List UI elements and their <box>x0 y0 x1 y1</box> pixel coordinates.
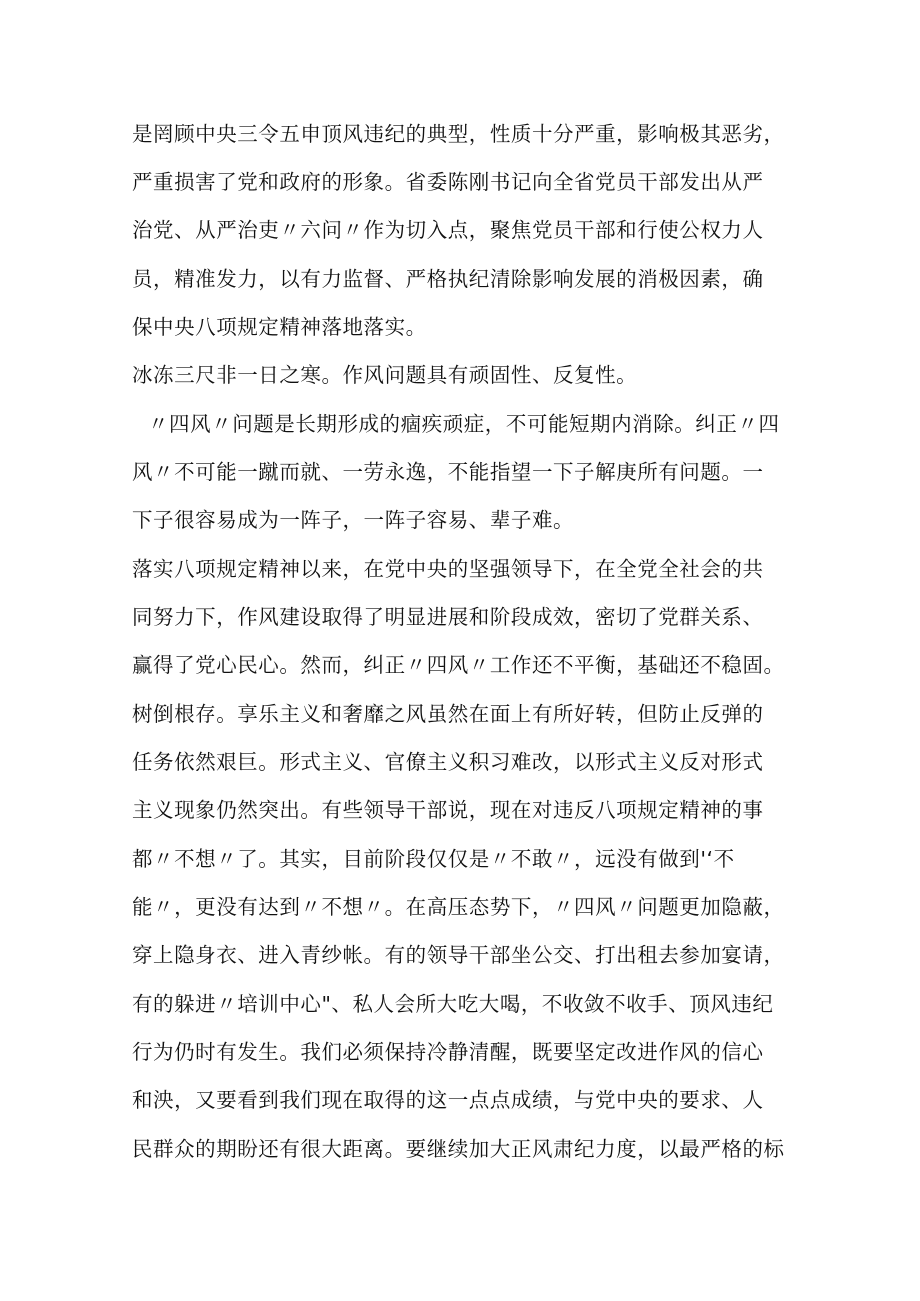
text-line: 是罔顾中央三令五申顶风违纪的典型，性质十分严重，影响极其恶劣， <box>132 122 785 146</box>
text-line: 和泱，又要看到我们现在取得的这一点点成绩，与党中央的要求、人 <box>132 1088 764 1112</box>
text-line: 严重损害了党和政府的形象。省委陈刚书记向全省党员干部发出从严 <box>132 170 764 194</box>
text-line: 能〃，更没有达到〃不想〃。在高压态势下，〃四风〃问题更加隐蔽， <box>132 895 785 919</box>
text-line: 穿上隐身衣、进入青纱帐。有的领导干部坐公交、打出租去参加宴请， <box>132 943 785 967</box>
text-line: 保中央八项规定精神落地落实。 <box>132 315 427 339</box>
text-line: 冰冻三尺非一日之寒。作风问题具有顽固性、反复性。 <box>132 363 638 387</box>
text-line: 同努力下，作风建设取得了明显进展和阶段成效，密切了党群关系、 <box>132 605 764 629</box>
text-line: 有的躲进〃培训中心"、私人会所大吃大喝，不收敛不收手、顶风违纪 <box>132 992 774 1016</box>
text-line: 主义现象仍然突出。有些领导干部说，现在对违反八项规定精神的事 <box>132 798 764 822</box>
text-line: 赢得了党心民心。然而，纠正〃四风〃工作还不平衡，基础还不稳固。 <box>132 653 785 677</box>
text-line: 落实八项规定精神以来，在党中央的坚强领导下，在全党全社会的共 <box>132 557 764 581</box>
text-line: 风〃不可能一蹴而就、一劳永逸，不能指望一下子解庚所有问题。一 <box>132 460 764 484</box>
text-line: 治党、从严治吏〃六问〃作为切入点，聚焦党员干部和行使公权力人 <box>132 218 764 242</box>
text-line: 树倒根存。享乐主义和奢靡之风虽然在面上有所好转，但防止反弹的 <box>132 702 764 726</box>
text-line: 任务依然艰巨。形式主义、官僚主义积习难改，以形式主义反对形式 <box>132 750 764 774</box>
text-line: 都〃不想〃了。其实，目前阶段仅仅是〃不敢〃，远没有做到'‘不 <box>132 847 735 871</box>
text-line: 下子很容易成为一阵子，一阵子容易、辈子难。 <box>132 508 575 532</box>
text-line: 〃四风〃问题是长期形成的痼疾顽症，不可能短期内消除。纠正〃四 <box>148 412 780 436</box>
text-line: 员，精准发力，以有力监督、严格执纪清除影响发展的消极因素，确 <box>132 267 764 291</box>
text-line: 行为仍时有发生。我们必须保持冷静清醒，既要坚定改进作风的信心 <box>132 1040 764 1064</box>
text-line: 民群众的期盼还有很大距离。要继续加大正风肃纪力度，以最严格的标 <box>132 1137 785 1161</box>
